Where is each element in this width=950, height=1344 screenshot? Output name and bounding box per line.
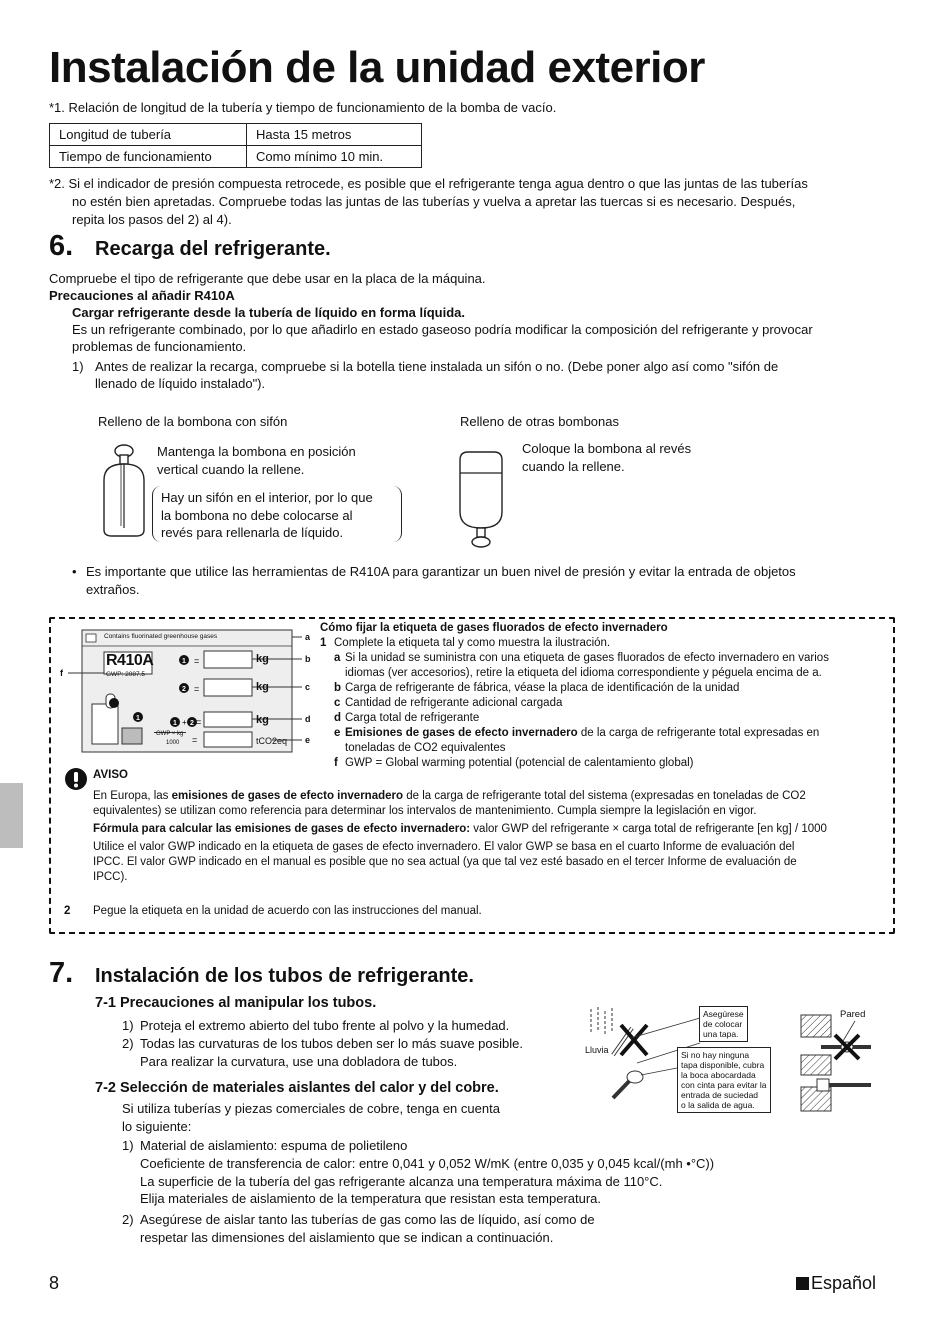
formula-text: valor GWP del refrigerante × carga total de refrigerante [en kg] / 1000: [470, 823, 827, 835]
note-line: *2. Si el indicador de presión compuesta retrocede, es posible que el refrigerante tenga agua dentro o que las juntas de las tuberías: [49, 176, 808, 191]
label-item-line: Carga total de refrigerante: [345, 712, 480, 724]
warning-icon: [64, 767, 88, 791]
label-letter: e: [305, 735, 311, 745]
note-line: no estén bien apretadas. Compruebe todas las juntas de las tuberías y vuelva a apretar las tuercas si es necesario. Después,: [72, 194, 796, 209]
section-number: 6.: [49, 230, 74, 262]
gwp-line: Utilice el valor GWP indicado en la etiqueta de gases de efecto invernadero. El valor GWP se basa en el cuarto Informe de evaluación del: [93, 841, 795, 853]
fig-text-line: Hay un sifón en el interior, por lo que: [161, 490, 373, 505]
svg-text:1: 1: [182, 658, 186, 665]
language-label: [796, 1273, 876, 1294]
subsection-7-2: 7-2 Selección de materiales aislantes del calor y del cobre.: [95, 1080, 499, 1096]
bullet-icon: •: [72, 564, 77, 579]
square-icon: [796, 1277, 809, 1290]
label-item-line: Cantidad de refrigerante adicional cargada: [345, 697, 563, 709]
label-item-line: idiomas (ver accesorios), retire la etiqueta del idioma correspondiente y péguela encima de a.: [345, 667, 822, 679]
section-title: Recarga del refrigerante.: [95, 238, 331, 260]
note-2: [49, 175, 808, 229]
label-item: [334, 681, 829, 696]
label-letter: a: [305, 632, 311, 642]
label-item: [334, 756, 829, 771]
precautions-line: Es un refrigerante combinado, por lo que añadirlo en estado gaseoso podría modificar la composición del refrigerante y provocar: [72, 322, 813, 337]
list-item: [122, 1137, 714, 1208]
inverted-cylinder-icon: [452, 448, 512, 553]
fig-left-text-2: [161, 489, 373, 542]
label-kg: kg: [256, 681, 269, 693]
label-item-key: f: [334, 757, 338, 769]
gwp-line: IPCC. El valor GWP indicado en el manual es posible que no sea actual (ya que tal vez esté basado en el tercer Informe de evaluación de: [93, 856, 797, 868]
note-line: o la salida de agua.: [681, 1100, 755, 1110]
list-item: [122, 1017, 523, 1035]
precautions-line: problemas de funcionamiento.: [72, 339, 247, 354]
table-cell: Longitud de tubería: [50, 124, 247, 146]
section-title: Instalación de los tubos de refrigerante.: [95, 965, 474, 987]
fig-text-line: cuando la rellene.: [522, 459, 625, 474]
wall-label: Pared: [840, 1009, 866, 1020]
bullet-line: Es importante que utilice las herramientas de R410A para garantizar un buen nivel de presión y evitar la entrada de objetos: [86, 564, 796, 579]
list-line: Para realizar la curvatura, use una dobladora de tubos.: [140, 1054, 458, 1069]
label-item-line: Carga de refrigerante de fábrica, véase la placa de identificación de la unidad: [345, 682, 740, 694]
tape-note: [677, 1047, 771, 1113]
list-line: Asegúrese de aislar tanto las tuberías de gas como las de líquido, así como de: [140, 1212, 595, 1227]
step-2: 2 Pegue la etiqueta en la unidad de acuerdo con las instrucciones del manual.: [64, 905, 482, 917]
list-line: llenado de líquido instalado").: [95, 376, 266, 391]
label-item-line: [345, 726, 819, 741]
list-line: Material de aislamiento: espuma de polietileno: [140, 1138, 408, 1153]
section-7-heading: [49, 957, 474, 990]
fig-right-title: Relleno de otras bombonas: [460, 414, 619, 429]
label-item: [334, 696, 829, 711]
page-number: 8: [49, 1273, 60, 1293]
label-header: Contains fluorinated greenhouse gases: [104, 633, 218, 640]
label-item-key: b: [334, 682, 342, 694]
svg-text:+: +: [182, 718, 187, 727]
list-line: Coeficiente de transferencia de calor: entre 0,041 y 0,052 W/mK (entre 0,035 y 0,045 kcal/(mh •°C)): [140, 1155, 715, 1171]
fig-text-line: vertical cuando la rellene.: [157, 462, 305, 477]
list-number: 2): [122, 1212, 134, 1227]
intro-text: Compruebe el tipo de refrigerante que debe usar en la placa de la máquina.: [49, 271, 486, 286]
label-item: [334, 651, 829, 681]
table-cell: Como mínimo 10 min.: [247, 146, 422, 168]
label-kg: kg: [256, 714, 269, 726]
list-number: 2): [122, 1036, 134, 1051]
side-tab: [0, 783, 23, 848]
label-item-key: d: [334, 712, 342, 724]
svg-text:1: 1: [136, 715, 140, 722]
svg-text:=: =: [192, 735, 198, 745]
aviso-bold: emisiones de gases de efecto invernadero: [171, 790, 404, 802]
intro-line: lo siguiente:: [122, 1119, 192, 1134]
note-line: Si no hay ninguna: [681, 1050, 750, 1060]
page-title: Instalación de la unidad exterior: [49, 43, 705, 92]
language-text: Español: [811, 1273, 877, 1293]
list-line: respetar las dimensiones del aislamiento que se indican a continuación.: [140, 1230, 554, 1245]
fig-text-line: la bombona no debe colocarse al: [161, 507, 353, 523]
pipe-length-table: [49, 123, 422, 168]
fig-left-title: Relleno de la bombona con sifón: [98, 414, 288, 429]
aviso-paragraph: [93, 789, 883, 885]
section-6-body: [49, 270, 813, 392]
list-number: 1): [122, 1018, 134, 1033]
label-divisor: 1000: [166, 740, 180, 746]
label-letter: d: [305, 714, 311, 724]
label-gwp-formula: GWP × kg: [156, 731, 184, 737]
fig-left-text-1: [157, 443, 356, 479]
subsection-7-1: 7-1 Precauciones al manipular los tubos.: [95, 995, 377, 1011]
precautions-title: Precauciones al añadir R410A: [49, 288, 235, 303]
section-number: 7.: [49, 957, 74, 989]
cap-note: [699, 1006, 748, 1042]
list-item: [122, 1211, 595, 1247]
aviso-text: equivalentes) se utilizan como referencia para determinar los intervalos de mantenimiento. Cumpla siempre la legislación en vigor.: [93, 805, 757, 817]
bullet-item: [72, 563, 796, 599]
rain-label: Lluvia: [585, 1045, 609, 1055]
subsection-7-2-intro: [122, 1100, 500, 1136]
label-tco2: tCO2eq: [256, 736, 288, 746]
note-line: la boca abocardada: [681, 1070, 756, 1080]
label-item: [334, 726, 829, 756]
formula-bold: Fórmula para calcular las emisiones de gases de efecto invernadero:: [93, 823, 471, 835]
note-1: *1. Relación de longitud de la tubería y tiempo de funcionamiento de la bomba de vacío.: [49, 100, 557, 115]
label-item-text: de la carga de refrigerante total expresadas en: [577, 727, 820, 739]
list-line: Todas las curvaturas de los tubos deben ser lo más suave posible.: [140, 1036, 523, 1051]
fig-text-line: Coloque la bombona al revés: [522, 441, 692, 456]
gwp-line: IPCC).: [93, 871, 128, 883]
section-6-heading: [49, 230, 331, 263]
note-line: de colocar: [703, 1019, 743, 1029]
label-item-line: GWP = Global warming potential (potencial de calentamiento global): [345, 757, 694, 769]
label-letter: f: [60, 668, 63, 678]
list-line: Proteja el extremo abierto del tubo frente al polvo y la humedad.: [140, 1018, 510, 1033]
list-number: 1): [122, 1138, 134, 1153]
label-heading: Cómo fijar la etiqueta de gases fluorados de efecto invernadero: [320, 622, 668, 634]
svg-text:2: 2: [190, 720, 194, 727]
note-line: una tapa.: [703, 1029, 739, 1039]
note-line: con cinta para evitar la: [681, 1080, 767, 1090]
list-item: [49, 358, 813, 392]
note-line: repita los pasos del 2) al 4).: [72, 212, 232, 227]
note-line: Asegúrese: [703, 1009, 744, 1019]
subsection-7-1-list: [122, 1017, 523, 1071]
svg-text:=: =: [194, 684, 200, 694]
table-row: [50, 146, 422, 168]
label-item-key: a: [334, 652, 341, 664]
label-items-list: [320, 651, 829, 771]
svg-text:=: =: [194, 656, 200, 666]
list-item: [122, 1035, 523, 1071]
list-line: La superficie de la tubería del gas refrigerante alcanza una temperatura máxima de 110°C.: [140, 1173, 663, 1189]
svg-text:1: 1: [173, 720, 177, 727]
list-line: Antes de realizar la recarga, compruebe si la botella tiene instalada un sifón o no. (Debe poner algo así como "sifón de: [95, 359, 779, 374]
precautions-subtitle: Cargar refrigerante desde la tubería de líquido en forma líquida.: [72, 305, 465, 320]
fig-text-line: Mantenga la bombona en posición: [157, 444, 356, 459]
intro-line: Si utiliza tuberías y piezas comerciales de cobre, tenga en cuenta: [122, 1101, 500, 1116]
label-letter: c: [305, 682, 311, 692]
label-item-bold: Emisiones de gases de efecto invernadero: [345, 727, 578, 739]
table-cell: Hasta 15 metros: [247, 124, 422, 146]
fig-text-line: revés para rellenarla de líquido.: [161, 525, 344, 540]
svg-text:=: =: [196, 717, 202, 727]
list-number: 1): [72, 359, 84, 374]
note-line: entrada de suciedad: [681, 1090, 759, 1100]
siphon-cylinder-icon: [90, 440, 160, 545]
aviso-text: de la carga de refrigerante total del sistema (expresadas en toneladas de CO2: [403, 790, 806, 802]
note-line: tapa disponible, cubra: [681, 1060, 765, 1070]
fig-right-text: [522, 440, 691, 476]
bullet-line: extraños.: [86, 582, 140, 597]
label-kg: kg: [256, 653, 269, 665]
label-item-key: c: [334, 697, 341, 709]
label-item-line: toneladas de CO2 equivalentes: [345, 742, 506, 754]
label-letter: b: [305, 654, 311, 664]
table-cell: Tiempo de funcionamiento: [50, 146, 247, 168]
label-item: [334, 711, 829, 726]
list-line: Elija materiales de aislamiento de la temperatura que resistan esta temperatura.: [140, 1191, 602, 1207]
table-row: [50, 124, 422, 146]
label-item-key: e: [334, 727, 341, 739]
svg-text:2: 2: [182, 686, 186, 693]
label-refrigerant: R410A: [106, 652, 154, 669]
aviso-text: En Europa, las: [93, 790, 172, 802]
step-text: Complete la etiqueta tal y como muestra la ilustración.: [334, 637, 611, 649]
label-item-line: Si la unidad se suministra con una etiqueta de gases fluorados de efecto invernadero en varios: [345, 652, 829, 664]
step-text: Pegue la etiqueta en la unidad de acuerdo con las instrucciones del manual.: [93, 905, 482, 917]
aviso-title: AVISO: [93, 769, 128, 781]
step-1: 1 Complete la etiqueta tal y como muestra la ilustración.: [320, 637, 611, 649]
label-gwp: GWP: 2087.5: [106, 671, 146, 678]
label-instructions: [320, 621, 829, 771]
